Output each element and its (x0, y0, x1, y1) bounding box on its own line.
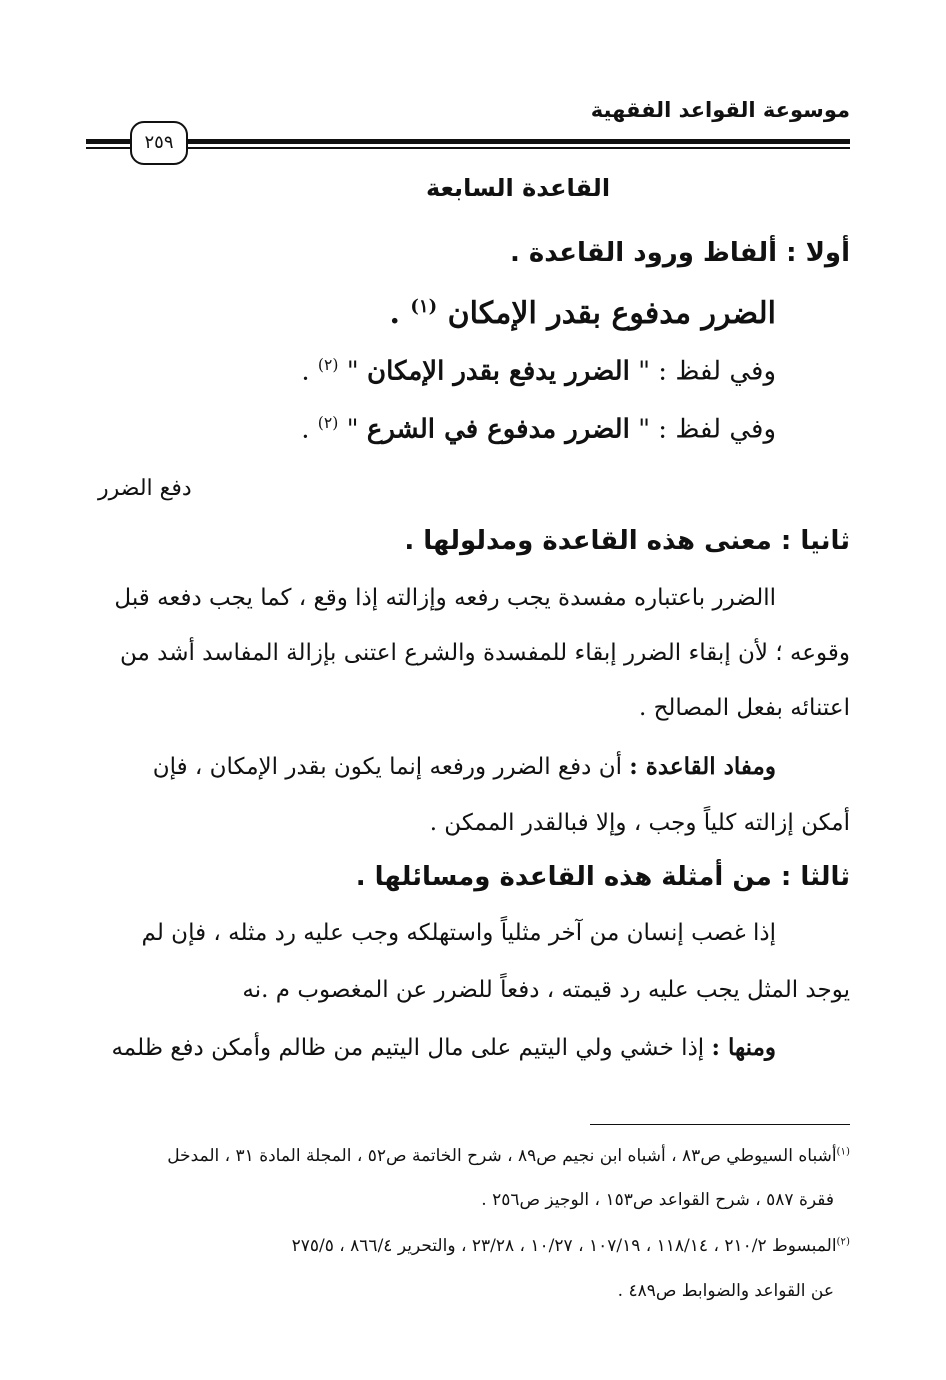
header-rule-thin (86, 147, 850, 149)
paragraph-line: وقوعه ؛ لأن إبقاء الضرر إبقاء للمفسدة والشرع اعتنى بإزالة المفاسد أشد من (119, 640, 850, 666)
paragraph-line (111, 1034, 776, 1061)
footnote-ref-2: (٢) (317, 356, 339, 374)
paragraph-text: إذا خشي ولي اليتيم على مال اليتيم من ظالم وأمكن دفع ظلمه (111, 1035, 705, 1061)
variant-2-end: . (301, 414, 310, 445)
rule-title: القاعدة السابعة (425, 174, 611, 202)
footnote-ref-2b: (٢) (317, 414, 339, 432)
variant-1-suffix: " (346, 356, 359, 387)
footnote-1-mark: (١) (836, 1146, 850, 1158)
footnote-ref-1: (١) (410, 296, 438, 317)
footnote-2-mark: (٢) (836, 1236, 850, 1248)
variant-1-end: . (301, 356, 310, 387)
rule-main-text (389, 296, 776, 331)
paragraph-line: االضرر باعتباره مفسدة يجب رفعه وإزالته إذا وقع ، كما يجب دفعه قبل (114, 585, 776, 611)
section-heading-3: ثالثا : من أمثلة هذه القاعدة ومسائلها . (355, 862, 850, 892)
footnote-1-line-2: فقرة ٥٨٧ ، شرح القواعد ص١٥٣ ، الوجيز ص٢٥٦ . (481, 1190, 834, 1210)
section-heading-2: ثانيا : معنى هذه القاعدة ومدلولها . (404, 526, 850, 556)
running-title: موسوعة القواعد الفقهية (590, 98, 850, 122)
paragraph-line: إذا غصب إنسان من آخر مثلياً واستهلكه وجب عليه رد مثله ، فإن لم (141, 920, 776, 946)
paragraph-line: اعتنائه بفعل المصالح . (638, 695, 850, 721)
variant-line-2 (301, 414, 776, 445)
footnote-2-line-2: عن القواعد والضوابط ص٤٨٩ . (617, 1281, 834, 1301)
variant-2-suffix: " (346, 414, 359, 445)
section-heading-1: أولا : ألفاظ ورود القاعدة . (509, 238, 850, 268)
page-number: ٢٥٩ (130, 121, 188, 165)
variant-2-prefix: وفي لفظ : " (638, 414, 776, 445)
footnote-2-line-1 (292, 1236, 850, 1256)
variant-1-text: الضرر يدفع بقدر الإمكان (366, 356, 630, 387)
paragraph-line: يوجد المثل يجب عليه رد قيمته ، دفعاً للضرر عن المغصوب م .نه (242, 977, 850, 1003)
rule-main-phrase: الضرر مدفوع بقدر الإمكان (447, 296, 776, 331)
variant-line-1 (301, 356, 776, 387)
footnote-separator (590, 1124, 850, 1125)
paragraph-line: أمكن إزالته كلياً وجب ، وإلا فبالقدر الممكن . (429, 810, 850, 836)
footnote-1-text: أشباه السيوطي ص٨٣ ، أشباه ابن نجيم ص٨٩ ، شرح الخاتمة ص٥٢ ، المجلة المادة ٣١ ، المدخل (167, 1146, 837, 1166)
footnote-1-line-1 (167, 1146, 850, 1166)
rule-main-end: . (389, 296, 400, 331)
variant-1-prefix: وفي لفظ : " (638, 356, 776, 387)
header-rule (86, 139, 850, 144)
paragraph-line (153, 753, 776, 780)
paragraph-text: أن دفع الضرر ورفعه إنما يكون بقدر الإمكان ، فإن (152, 754, 622, 780)
paragraph-lead: ومنها : (711, 1034, 776, 1061)
footnote-2-text: المبسوط ٢١٠/٢ ، ١١٨/١٤ ، ١٠٧/١٩ ، ١٠/٢٧ ، ٢٣/٢٨ ، والتحرير ٨٦٦/٤ ، ٢٧٥/٥ (291, 1236, 837, 1256)
paragraph-lead: ومفاد القاعدة : (629, 753, 776, 780)
side-note: دفع الضرر (98, 476, 192, 501)
variant-2-text: الضرر مدفوع في الشرع (366, 414, 630, 445)
